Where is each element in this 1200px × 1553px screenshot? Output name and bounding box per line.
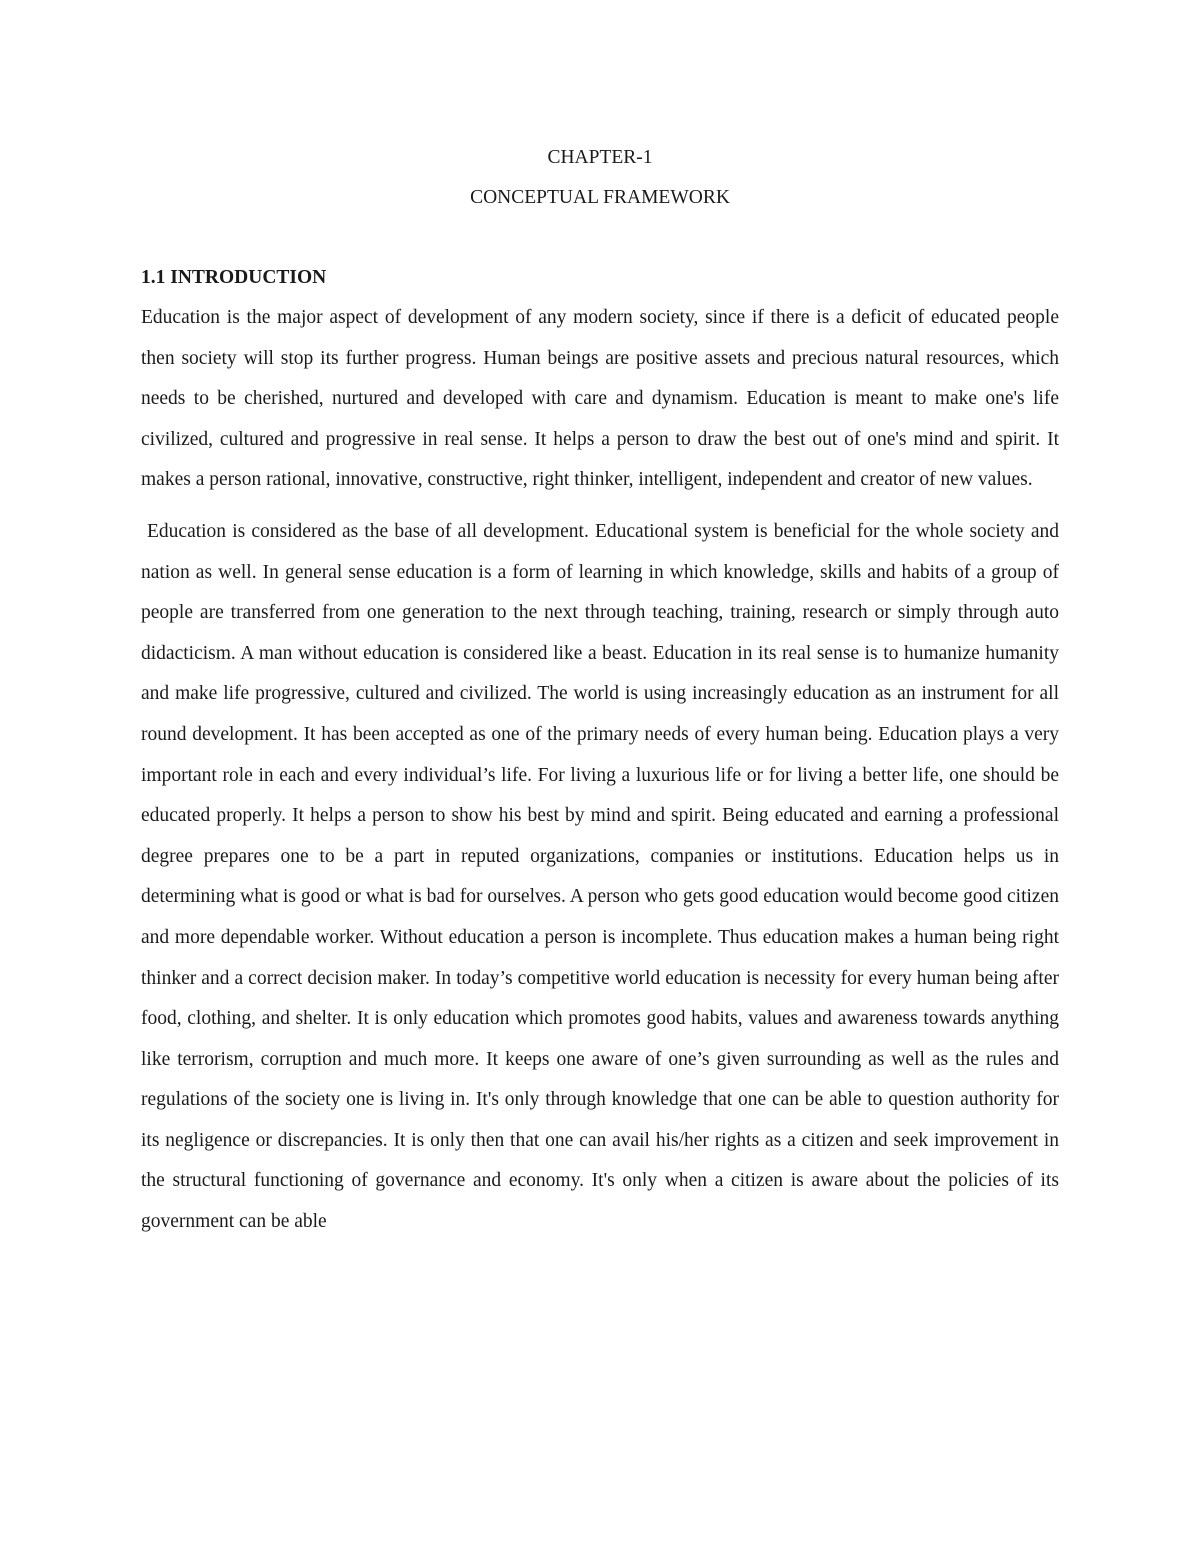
paragraph-introduction: Education is the major aspect of development of any modern society, since if there is a deficit of educated people then society will stop its further progress. Human beings are positive assets and precious natural resources, which needs to be cherished, nurtured and developed with care and dynamism. Education is meant to make one's life civilized, cultured and progressive in real sense. It helps a person to draw the best out of one's mind and spirit. It makes a person rational, innovative, constructive, right thinker, intelligent, independent and creator of new values. <box>141 307 1059 491</box>
chapter-subtitle: CONCEPTUAL FRAMEWORK <box>470 187 730 208</box>
paragraph-education-base: Education is considered as the base of all development. Educational system is beneficial for the whole society and nation as well. In general sense education is a form of learning in which knowledge, skills and habits of a group of people are transferred from one generation to the next through teaching, training, research or simply through auto didacticism. A man without education is considered like a beast. Education in its real sense is to humanize humanity and make life progressive, cultured and civilized. The world is using increasingly education as an instrument for all round development. It has been accepted as one of the primary needs of every human being. Education plays a very important role in each and every individual’s life. For living a luxurious life or for living a better life, one should be educated properly. It helps a person to show his best by mind and spirit. Being educated and earning a professional degree prepares one to be a part in reputed organizations, companies or institutions. Education helps us in determining what is good or what is bad for ourselves. A person who gets good education would become good citizen and more dependable worker. Without education a person is incomplete. Thus education makes a human being right thinker and a correct decision maker. In today’s competitive world education is necessity for every human being after food, clothing, and shelter. It is only education which promotes good habits, values and awareness towards anything like terrorism, corruption and much more. It keeps one aware of one’s given surrounding as well as the rules and regulations of the society one is living in. It's only through knowledge that one can be able to question authority for its negligence or discrepancies. It is only then that one can avail his/her rights as a citizen and seek improvement in the structural functioning of governance and economy. It's only when a citizen is aware about the policies of its government can be able <box>141 520 1059 1233</box>
chapter-title: CHAPTER-1 <box>547 147 653 168</box>
document-page <box>141 138 1059 1243</box>
section-heading: 1.1 INTRODUCTION <box>141 267 327 288</box>
